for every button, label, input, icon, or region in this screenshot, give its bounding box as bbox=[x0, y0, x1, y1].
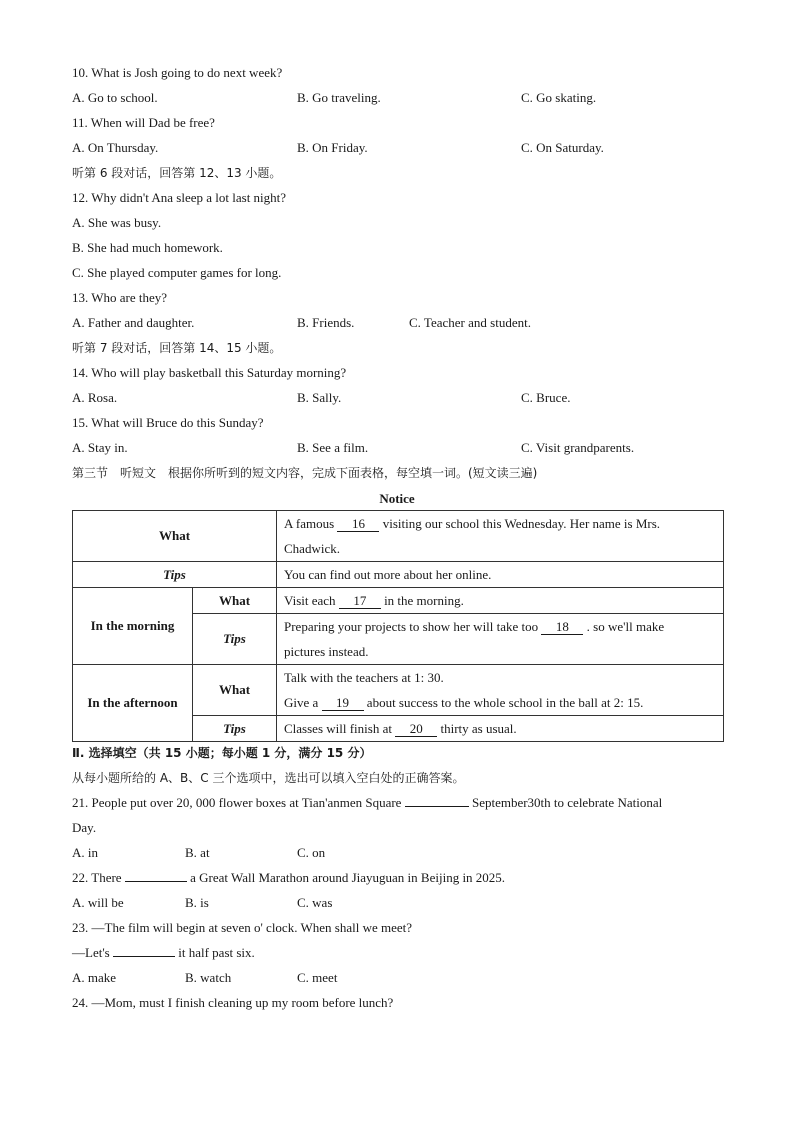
cell-text: Classes will finish at bbox=[284, 721, 392, 736]
stem-text: —Let's bbox=[72, 945, 110, 960]
sub-header-tips: Tips bbox=[193, 716, 277, 742]
question-12-option-b: B. She had much homework. bbox=[72, 240, 223, 255]
cell-text: pictures instead. bbox=[284, 644, 369, 659]
cell-text: Visit each bbox=[284, 593, 336, 608]
question-13-stem: 13. Who are they? bbox=[72, 290, 168, 305]
question-22-stem bbox=[72, 869, 505, 887]
question-21-stem-line2: Day. bbox=[72, 820, 97, 835]
question-11-option-a: A. On Thursday. bbox=[72, 140, 159, 155]
question-15-option-b: B. See a film. bbox=[297, 440, 369, 455]
question-23-option-a: A. make bbox=[72, 970, 117, 985]
question-12-stem: 12. Why didn't Ana sleep a lot last night? bbox=[72, 190, 287, 205]
stem-text: September30th to celebrate National bbox=[471, 795, 663, 810]
row-content-4 bbox=[277, 614, 724, 665]
stem-text: a Great Wall Marathon around Jiayuguan in Beijing in 2025. bbox=[190, 870, 506, 885]
notice-title: Notice bbox=[379, 491, 415, 506]
question-24-stem: 24. —Mom, must I finish cleaning up my room before lunch? bbox=[72, 995, 394, 1010]
instruction-dialogue-7: 听第 7 段对话，回答第 14、15 小题。 bbox=[72, 341, 282, 355]
answer-blank bbox=[113, 956, 175, 957]
table-row bbox=[73, 562, 724, 588]
table-row bbox=[73, 588, 724, 614]
question-21-option-b: B. at bbox=[185, 845, 210, 860]
cell-text: in the morning. bbox=[384, 593, 464, 608]
question-14-option-a: A. Rosa. bbox=[72, 390, 118, 405]
row-header-in-the-afternoon: In the afternoon bbox=[73, 665, 193, 742]
question-23-reply bbox=[72, 944, 255, 962]
cell-text: Talk with the teachers at 1: 30. bbox=[284, 670, 444, 685]
blank-20: 20 bbox=[395, 722, 437, 737]
question-10-stem: 10. What is Josh going to do next week? bbox=[72, 65, 283, 80]
question-11-stem: 11. When will Dad be free? bbox=[72, 115, 215, 130]
row-content-1 bbox=[277, 511, 724, 562]
stem-text: 21. People put over 20, 000 flower boxes at Tian'anmen Square bbox=[72, 795, 402, 810]
question-21-option-c: C. on bbox=[297, 845, 326, 860]
cell-text: about success to the whole school in the ball at 2: 15. bbox=[366, 695, 644, 710]
row-header-tips: Tips bbox=[73, 562, 277, 588]
question-21-option-a: A. in bbox=[72, 845, 98, 860]
question-22-option-a: A. will be bbox=[72, 895, 124, 910]
question-11-option-b: B. On Friday. bbox=[297, 140, 368, 155]
cell-text: Preparing your projects to show her will take too bbox=[284, 619, 539, 634]
question-23-option-c: C. meet bbox=[297, 970, 338, 985]
row-content-5 bbox=[277, 665, 724, 716]
blank-17: 17 bbox=[339, 594, 381, 609]
question-23-option-b: B. watch bbox=[185, 970, 232, 985]
sub-header-tips: Tips bbox=[193, 614, 277, 665]
cell-text: Give a bbox=[284, 695, 319, 710]
stem-text: 22. There bbox=[72, 870, 122, 885]
row-header-in-the-morning: In the morning bbox=[73, 588, 193, 665]
row-content-3 bbox=[277, 588, 724, 614]
cell-text: Chadwick. bbox=[284, 541, 340, 556]
blank-18: 18 bbox=[541, 620, 583, 635]
question-14-stem: 14. Who will play basketball this Saturday morning? bbox=[72, 365, 347, 380]
question-11-option-c: C. On Saturday. bbox=[521, 140, 604, 155]
question-15-option-a: A. Stay in. bbox=[72, 440, 128, 455]
row-header-what: What bbox=[73, 511, 277, 562]
question-10-option-b: B. Go traveling. bbox=[297, 90, 381, 105]
stem-text: it half past six. bbox=[178, 945, 255, 960]
part-2-instruction: 从每小题所给的 A、B、C 三个选项中，选出可以填入空白处的正确答案。 bbox=[72, 771, 465, 785]
instruction-dialogue-6: 听第 6 段对话，回答第 12、13 小题。 bbox=[72, 166, 282, 180]
cell-text: . so we'll make bbox=[586, 619, 665, 634]
question-10-option-c: C. Go skating. bbox=[521, 90, 597, 105]
table-row bbox=[73, 511, 724, 562]
blank-16: 16 bbox=[337, 517, 379, 532]
question-12-option-a: A. She was busy. bbox=[72, 215, 162, 230]
cell-text: thirty as usual. bbox=[440, 721, 517, 736]
question-14-option-b: B. Sally. bbox=[297, 390, 342, 405]
question-15-stem: 15. What will Bruce do this Sunday? bbox=[72, 415, 264, 430]
sub-header-what: What bbox=[193, 588, 277, 614]
part-2-heading: Ⅱ. 选择填空（共 15 小题；每小题 1 分，满分 15 分） bbox=[72, 746, 372, 760]
row-content-2: You can find out more about her online. bbox=[277, 562, 724, 588]
blank-19: 19 bbox=[322, 696, 364, 711]
question-10-option-a: A. Go to school. bbox=[72, 90, 158, 105]
question-23-stem: 23. —The film will begin at seven o' clock. When shall we meet? bbox=[72, 920, 413, 935]
question-22-option-c: C. was bbox=[297, 895, 333, 910]
answer-blank bbox=[405, 806, 469, 807]
question-21-stem bbox=[72, 794, 662, 812]
table-row bbox=[73, 665, 724, 716]
question-22-option-b: B. is bbox=[185, 895, 209, 910]
question-13-option-b: B. Friends. bbox=[297, 315, 355, 330]
question-14-option-c: C. Bruce. bbox=[521, 390, 571, 405]
question-13-option-a: A. Father and daughter. bbox=[72, 315, 195, 330]
cell-text: visiting our school this Wednesday. Her name is Mrs. bbox=[382, 516, 661, 531]
question-12-option-c: C. She played computer games for long. bbox=[72, 265, 282, 280]
question-15-option-c: C. Visit grandparents. bbox=[521, 440, 635, 455]
notice-table bbox=[72, 510, 724, 742]
cell-text: A famous bbox=[284, 516, 335, 531]
sub-header-what: What bbox=[193, 665, 277, 716]
question-13-option-c: C. Teacher and student. bbox=[409, 315, 531, 330]
answer-blank bbox=[125, 881, 187, 882]
section-3-instruction: 第三节 听短文 根据你所听到的短文内容，完成下面表格，每空填一词。(短文读三遍) bbox=[72, 466, 538, 480]
row-content-6 bbox=[277, 716, 724, 742]
